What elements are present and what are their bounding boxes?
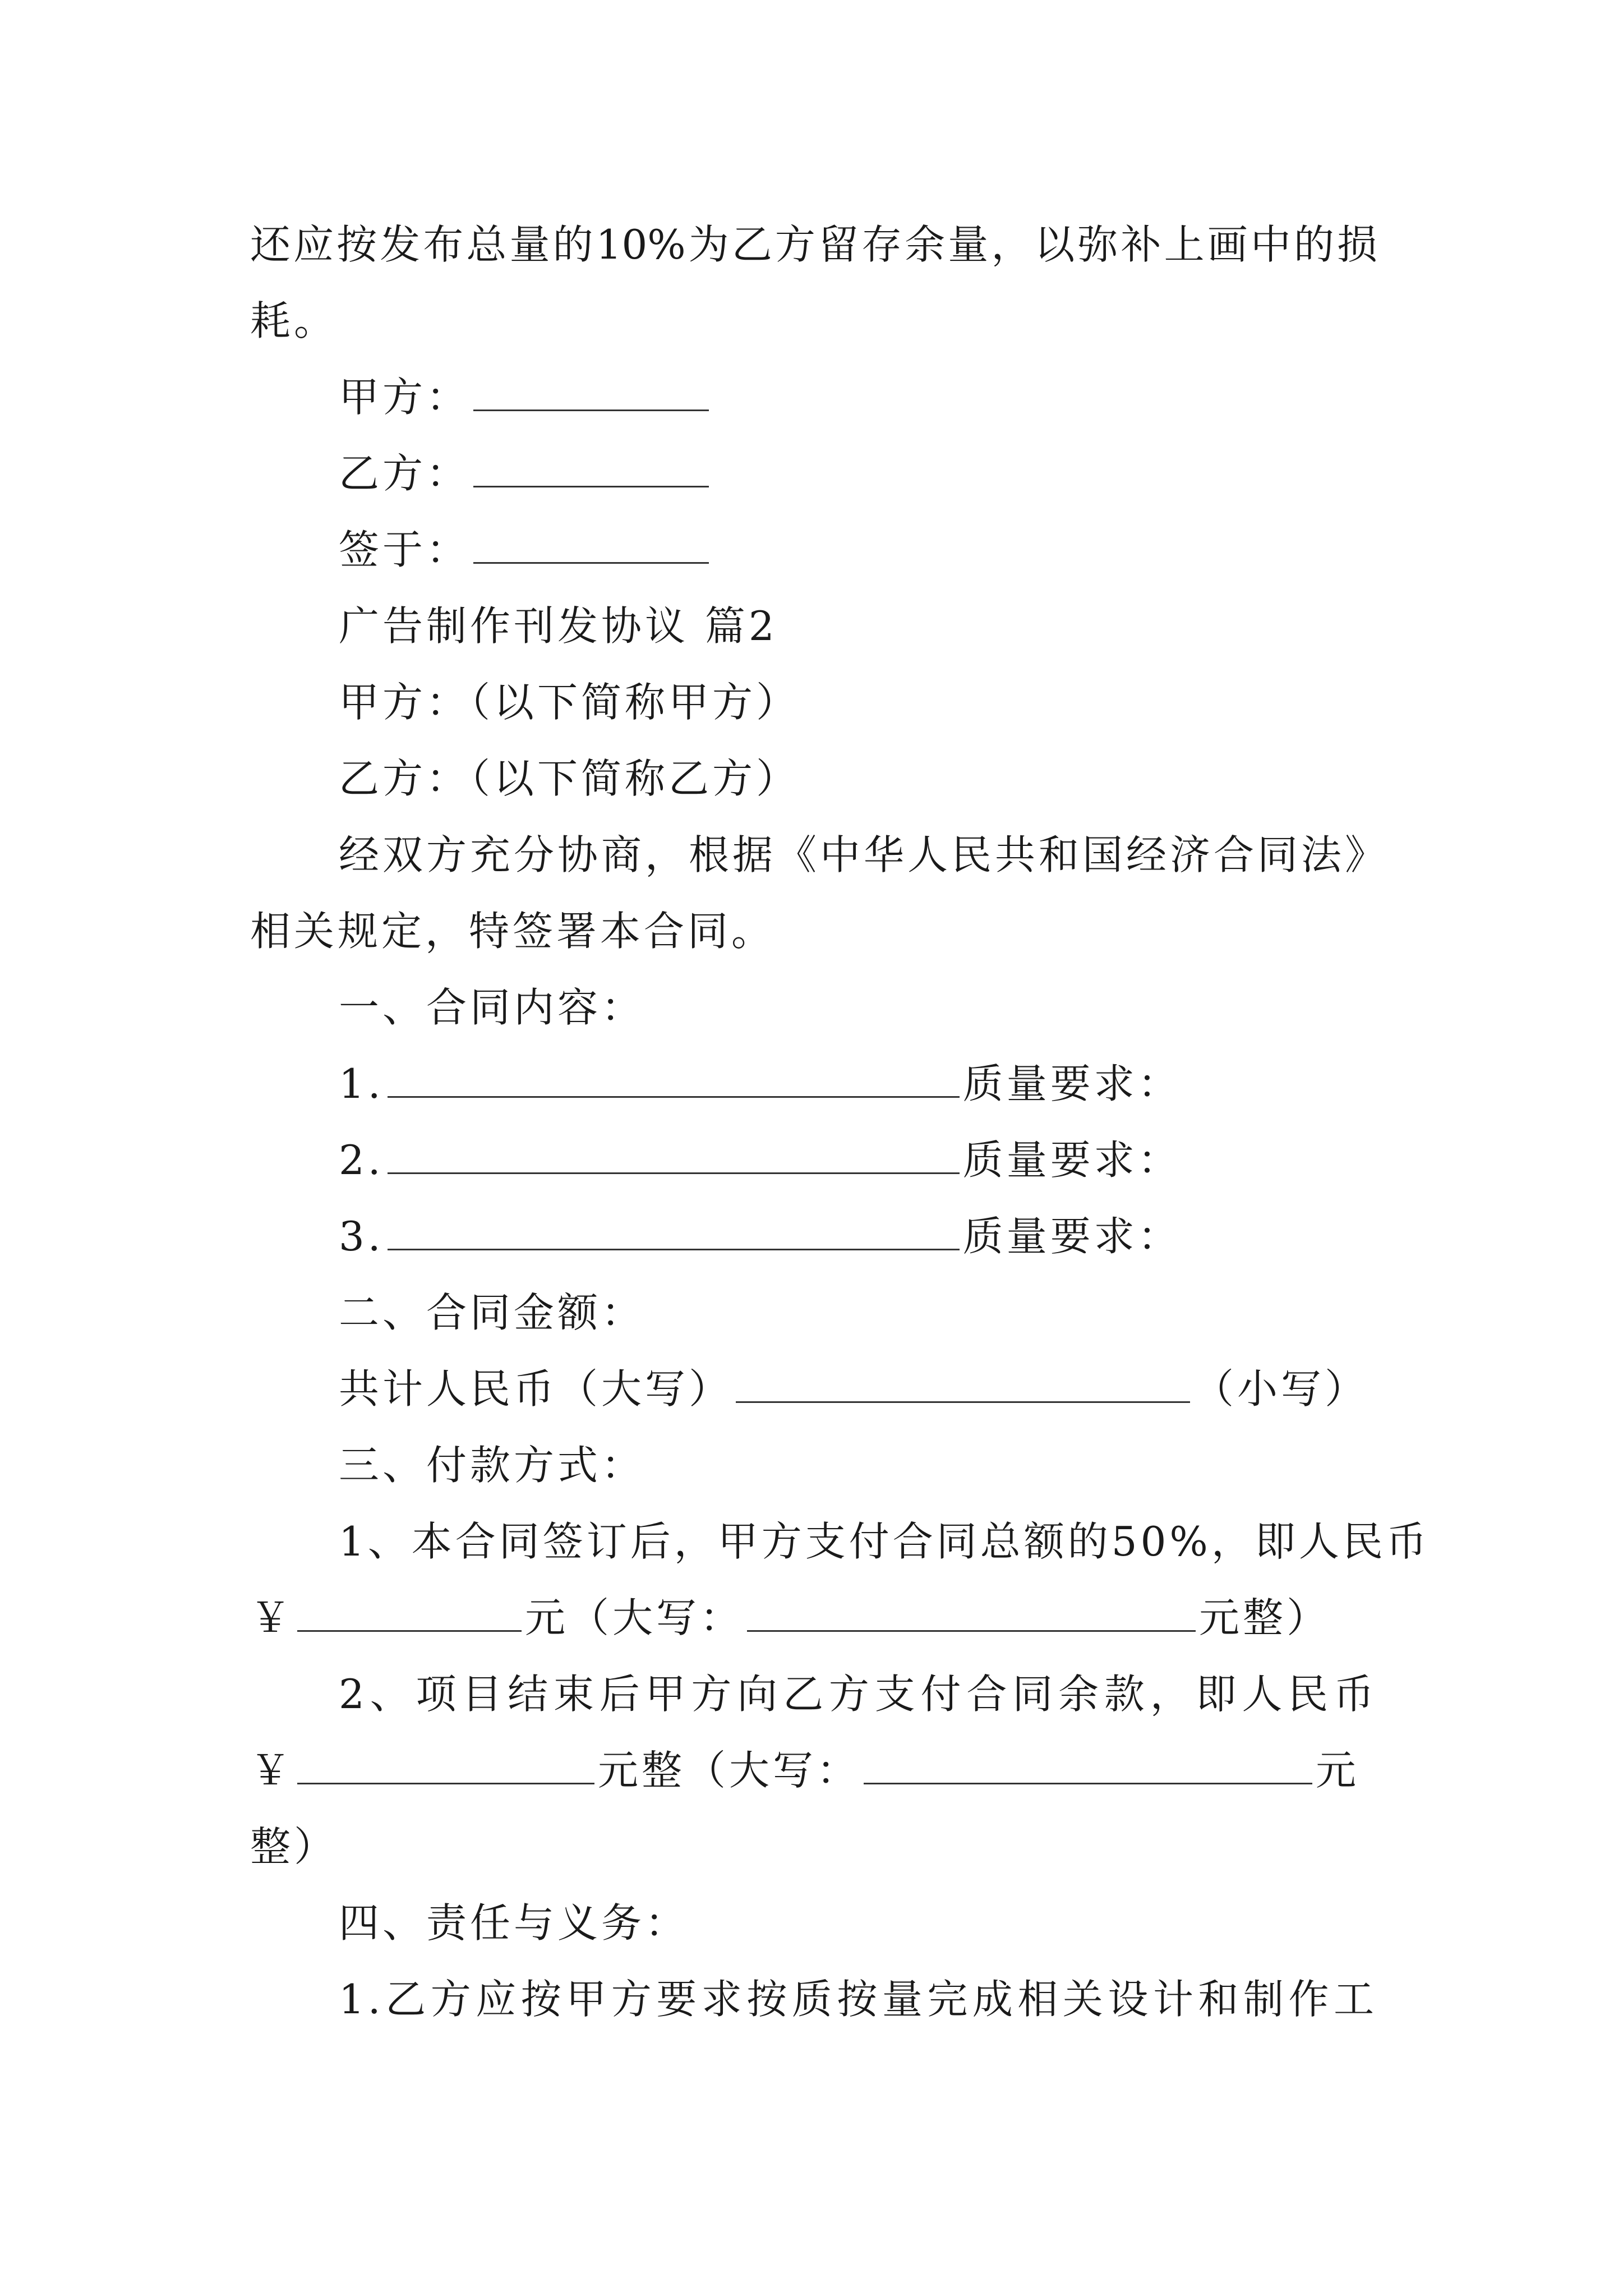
payment-2-amount-line [250,1732,1377,1809]
payment-2-number-blank[interactable] [297,1741,594,1784]
content-item-2 [339,1122,1377,1198]
payment-1-line [339,1503,1430,1580]
item-3-blank[interactable] [388,1207,960,1250]
party-a-signature-line [339,359,1377,435]
party-a-label: 甲方： [339,374,471,421]
payment-1-number-blank[interactable] [297,1589,522,1632]
payment-2-line [339,1656,1377,1732]
payment-2-uppercase-blank[interactable] [864,1741,1312,1784]
total-amount-line [339,1351,1377,1427]
signed-at-line [339,512,1377,588]
paragraph-line [250,893,1377,969]
party-b-intro-text: 乙方：（以下简称乙方） [339,755,800,802]
section-2-title [339,1274,1377,1351]
item-2-blank[interactable] [388,1131,960,1174]
item-number: 3. [339,1213,384,1260]
section-title-text: 四、责任与义务： [339,1899,689,1947]
payment-1-yuan: 元（大写： [525,1594,744,1641]
yen-symbol: ￥ [250,1594,294,1641]
paragraph-line [339,817,1389,893]
section-heading [339,588,1377,664]
paragraph-text: 还应按发布总量的10%为乙方留存余量，以弥补上画中的损 [250,221,1377,268]
total-prefix: 共计人民币（大写） [339,1365,733,1412]
payment-2-end: 元 [1316,1747,1360,1794]
quality-label: 质量要求： [962,1060,1182,1107]
party-a-blank[interactable] [473,368,709,411]
paragraph-text: 经双方充分协商，根据《中华人民共和国经济合同法》 [339,831,1389,878]
section-4-title [339,1885,1377,1961]
duty-1-line [339,1961,1377,2037]
quality-label: 质量要求： [962,1137,1182,1184]
payment-2-tail: 整） [250,1823,338,1870]
payment-2-yuan: 元整（大写： [598,1747,861,1794]
paragraph-text: 相关规定，特签署本合同。 [250,908,776,955]
paragraph-line [250,206,1377,283]
party-b-label: 乙方： [339,450,471,497]
yen-symbol: ￥ [250,1747,294,1794]
party-b-signature-line [339,435,1377,512]
section-title-text: 二、合同金额： [339,1289,645,1336]
payment-1-amount-line [250,1580,1377,1656]
duty-1-text: 1.乙方应按甲方要求按质按量完成相关设计和制作工 [339,1976,1377,2023]
content-item-3 [339,1198,1377,1274]
section-title-text: 一、合同内容： [339,984,645,1031]
payment-1-end: 元整） [1199,1594,1331,1641]
payment-1-text: 1、本合同签订后，甲方支付合同总额的50%，即人民币 [339,1518,1430,1565]
quality-label: 质量要求： [962,1213,1182,1260]
payment-1-uppercase-blank[interactable] [747,1589,1196,1632]
item-number: 2. [339,1137,384,1184]
party-b-blank[interactable] [473,444,709,487]
party-b-intro [339,740,1377,817]
party-a-intro-text: 甲方：（以下简称甲方） [339,679,800,726]
signed-at-label: 签于： [339,526,471,573]
item-number: 1. [339,1060,384,1107]
total-suffix: （小写） [1193,1365,1369,1412]
total-uppercase-blank[interactable] [736,1360,1190,1403]
section-title-text: 三、付款方式： [339,1442,645,1489]
signed-at-blank[interactable] [473,521,709,564]
item-1-blank[interactable] [388,1055,960,1098]
section-1-title [339,969,1377,1046]
paragraph-line [250,283,1377,359]
paragraph-text: 耗。 [250,297,338,344]
heading-text: 广告制作刊发协议 篇2 [339,602,778,650]
payment-2-tail-line [250,1809,1377,1885]
payment-2-text: 2、项目结束后甲方向乙方支付合同余款，即人民币 [339,1671,1377,1718]
section-3-title [339,1427,1377,1503]
content-item-1 [339,1046,1377,1122]
party-a-intro [339,664,1377,740]
